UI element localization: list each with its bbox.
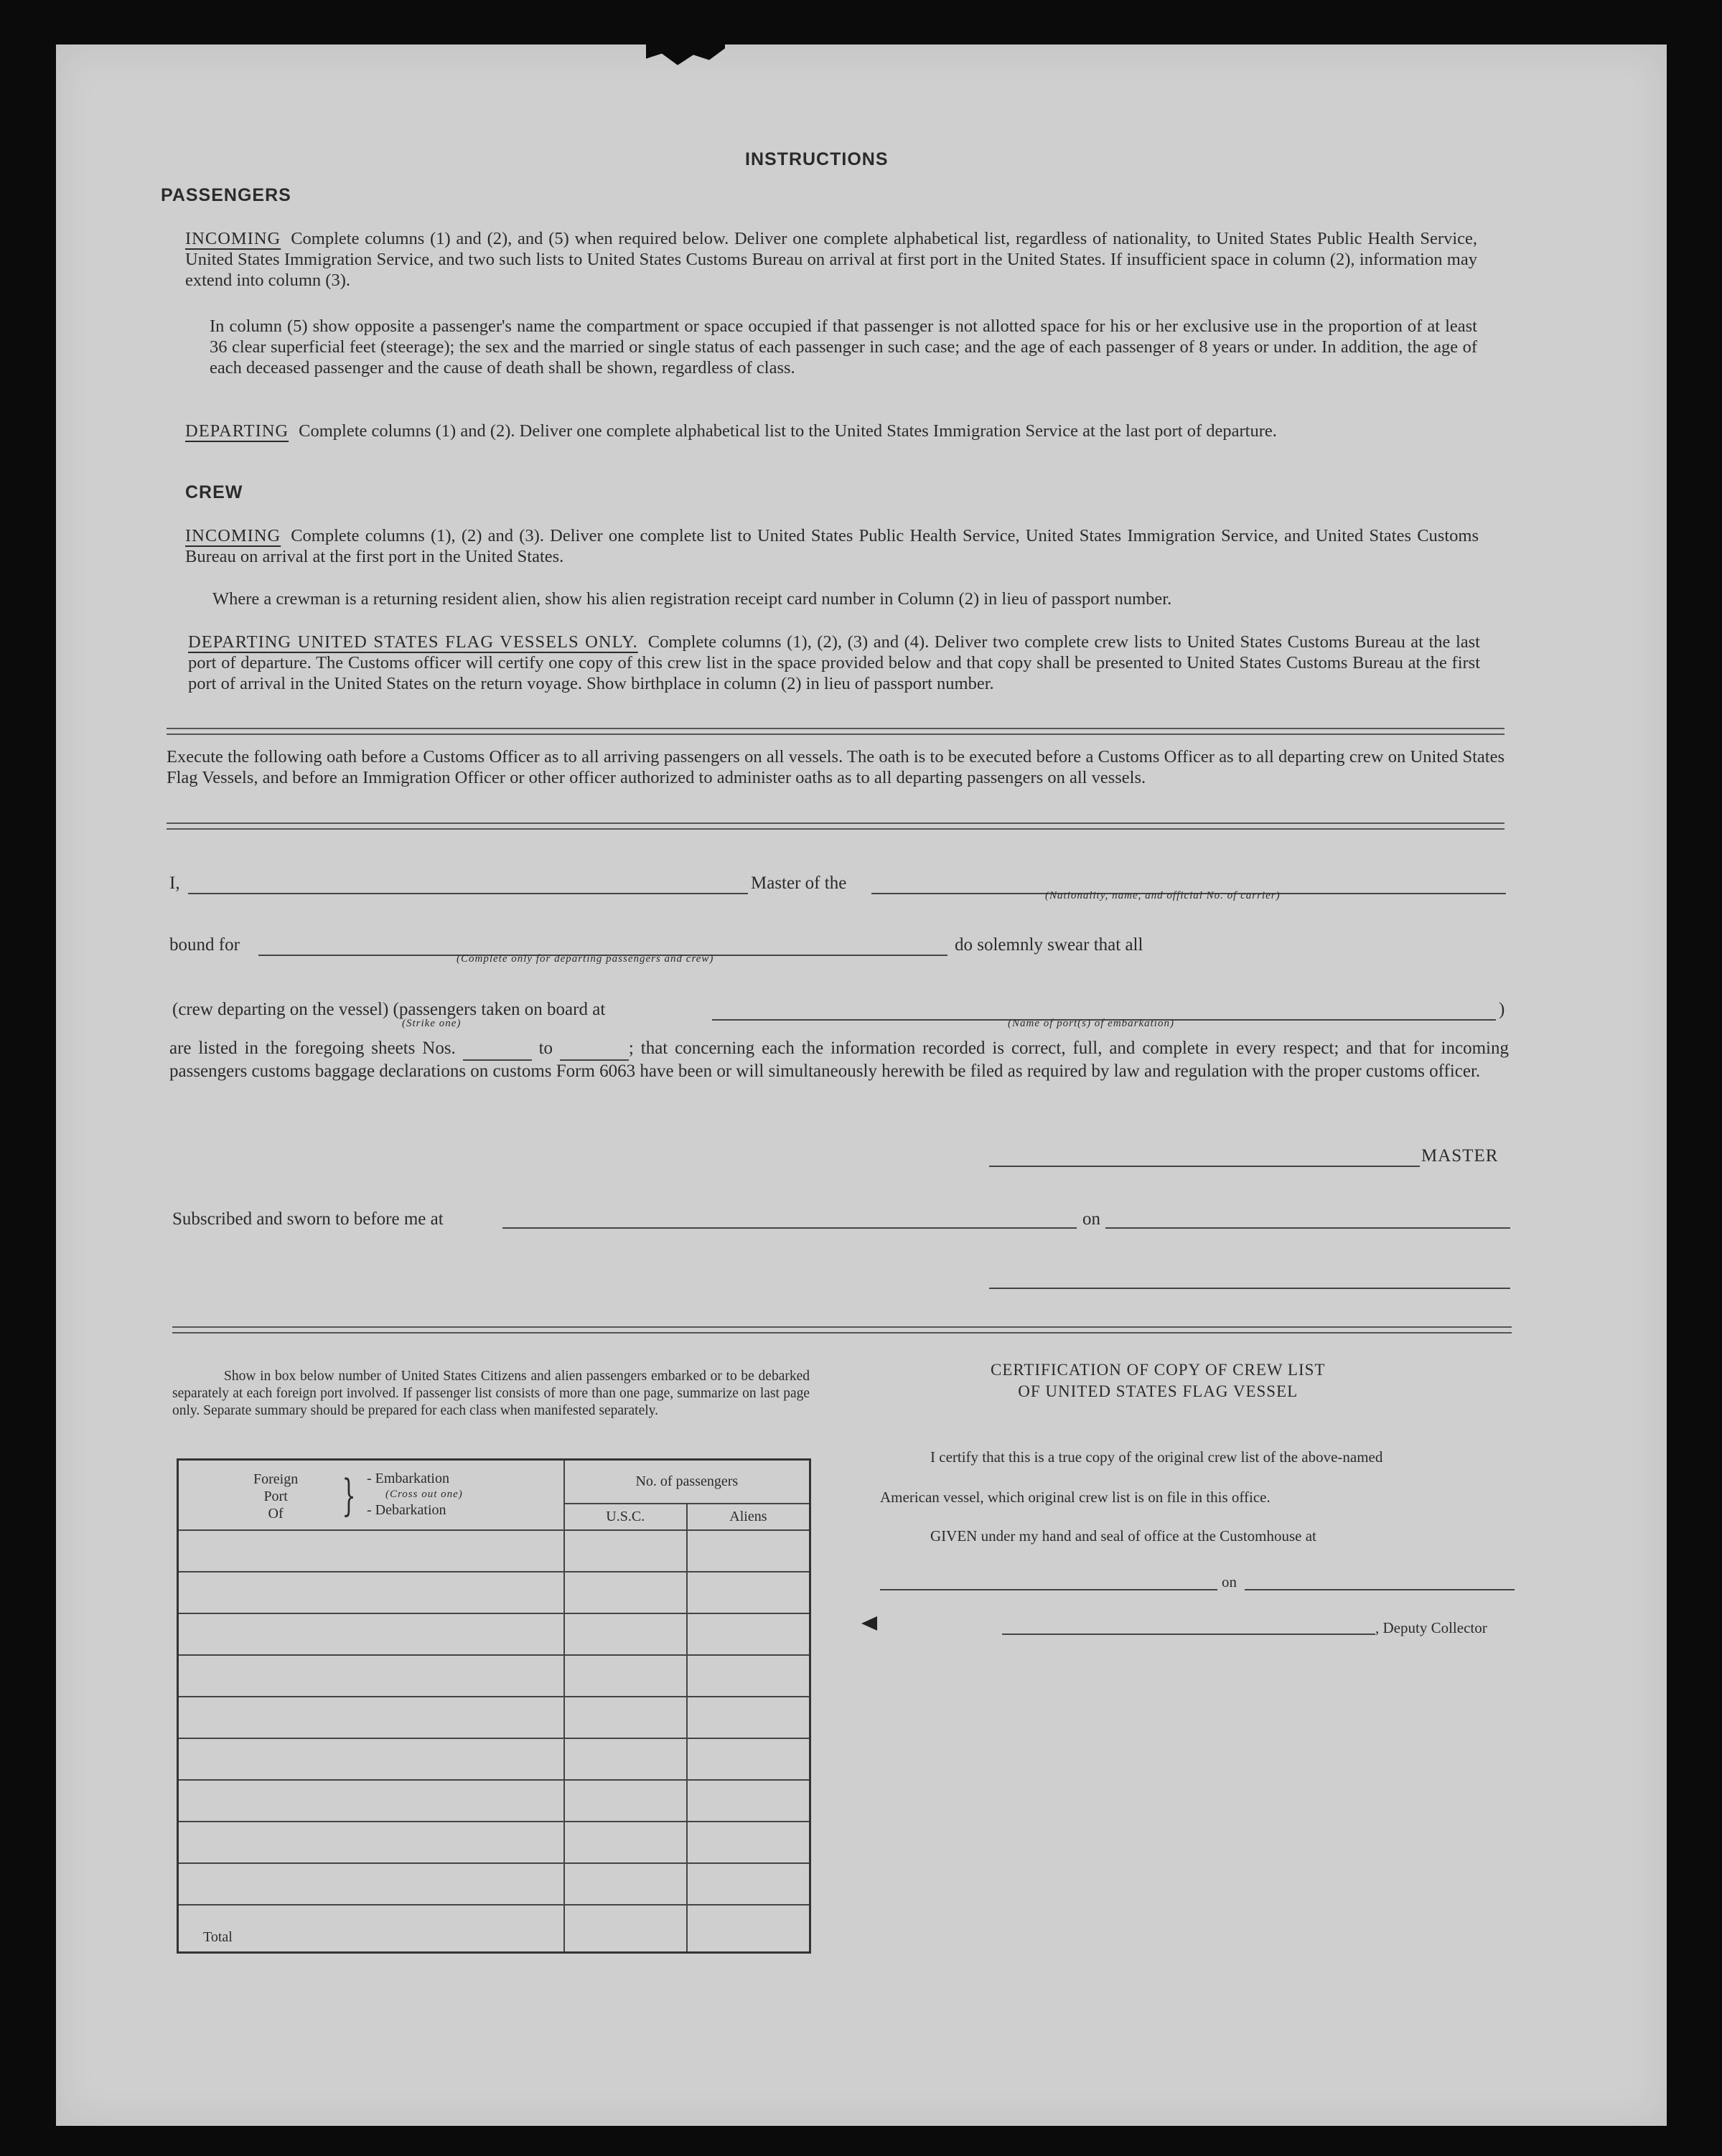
passengers-incoming-paragraph [185,228,1477,291]
strike-caption: (Strike one) [402,1018,462,1029]
aliens-total-cell[interactable] [687,1905,810,1953]
deputy-signature-field[interactable] [1002,1634,1375,1635]
aliens-cell[interactable] [687,1738,810,1780]
subscribed-label: Subscribed and sworn to before me at [172,1209,444,1229]
crew-departing-text-label: (crew departing on the vessel) [172,1000,389,1019]
total-label: Total [178,1905,564,1953]
port-cell[interactable] [178,1572,564,1613]
crew-departing-lead: DEPARTING UNITED STATES FLAG VESSELS ONLY. [188,632,638,652]
master-of-the-label: Master of the [751,873,847,893]
passengers-incoming-text: Complete columns (1) and (2), and (5) when required below. Deliver one complete alphabetical list, regardless of nationality, to United States Public Health Service, United States Immigration Service, and two such lists to United States Customs Bureau on arrival at first port in the United States. If insufficient space in column (2), information may extend into column (3). [185,229,1477,290]
aliens-cell[interactable] [687,1613,810,1655]
embark-options [367,1471,463,1518]
table-row [178,1738,810,1780]
crew-incoming-lead: INCOMING [185,526,281,545]
carrier-caption: (Nationality, name, and official No. of carrier) [1045,890,1281,901]
foreign-port-label [253,1471,298,1522]
oath-statement [169,1038,1509,1082]
usc-total-cell[interactable] [564,1905,687,1953]
listed-to-label: to [538,1039,553,1058]
table-row [178,1780,810,1822]
aliens-cell[interactable] [687,1863,810,1905]
sworn-date-field[interactable] [1105,1227,1510,1229]
usc-cell[interactable] [564,1572,687,1613]
aliens-header: Aliens [687,1504,810,1530]
passengers-heading: PASSENGERS [161,185,291,205]
certification-title [991,1359,1325,1402]
debarkation-label: - Debarkation [367,1502,446,1518]
table-row [178,1697,810,1738]
port-cell[interactable] [178,1530,564,1572]
sworn-place-field[interactable] [502,1227,1077,1229]
sworn-on-label: on [1082,1209,1100,1229]
total-row [178,1905,810,1953]
certify-date-field[interactable] [1245,1589,1515,1590]
instructions-title: INSTRUCTIONS [745,149,889,169]
oath-i-label: I, [169,873,180,893]
aliens-cell[interactable] [687,1697,810,1738]
crew-incoming-paragraph-2: Where a crewman is a returning resident alien, show his alien registration receipt card number in Column (2) in lieu of passport number. [212,589,1172,609]
customhouse-field[interactable] [880,1589,1217,1590]
certification-title-line1: CERTIFICATION OF COPY OF CREW LIST [991,1361,1326,1379]
table-row [178,1530,810,1572]
usc-cell[interactable] [564,1780,687,1822]
usc-cell[interactable] [564,1863,687,1905]
passengers-departing-text: Complete columns (1) and (2). Deliver one complete alphabetical list to the United States Immigration Service at the last port of departure. [299,421,1277,441]
aliens-cell[interactable] [687,1822,810,1863]
usc-cell[interactable] [564,1822,687,1863]
aliens-cell[interactable] [687,1655,810,1697]
crew-departing-text: Complete columns (1), (2), (3) and (4). Deliver two complete crew lists to United States Customs Bureau at the last port of departure. The Customs officer will certify one copy of this crew list in the space provided below and that copy shall be presented to United States Customs Bureau at the first port of arrival in the United States on the return voyage. Show birthplace in column (2) in lieu of passport number. [188,632,1480,693]
ports-caption: (Name of port(s) of embarkation) [1008,1018,1174,1029]
oath-instruction: Execute the following oath before a Customs Officer as to all arriving passengers on all vessels. The oath is to be executed before a Customs Officer as to all departing crew on United States Flag Vessels, and before an Immigration Officer or other officer authorized to administer oaths as to all departing passengers on all vessels. [167,747,1505,787]
certification-title-line2: OF UNITED STATES FLAG VESSEL [1018,1382,1298,1400]
master-name-field[interactable] [188,893,748,894]
port-cell[interactable] [178,1780,564,1822]
cross-out-caption: (Cross out one) [385,1489,463,1500]
port-cell[interactable] [178,1697,564,1738]
sheet-from-field[interactable] [463,1038,532,1061]
crew-departing-paragraph [188,632,1480,694]
port-cell[interactable] [178,1863,564,1905]
usc-cell[interactable] [564,1655,687,1697]
certify-line1: I certify that this is a true copy of the original crew list of the above-named [930,1448,1383,1466]
deputy-collector-label: , Deputy Collector [1375,1619,1487,1636]
passengers-departing-paragraph [185,421,1477,441]
embarkation-label: - Embarkation [367,1471,449,1486]
crew-departing-option[interactable] [172,999,605,1021]
table-row [178,1655,810,1697]
table-row [178,1572,810,1613]
passengers-incoming-paragraph-2: In column (5) show opposite a passenger's name the compartment or space occupied if that passenger is not allotted space for his or her exclusive use in the proportion of at least 36 clear superficial feet (steerage); the sex and the married or single status of each passenger in such case; and the age of each passenger of 8 years or under. In addition, the age of each deceased passenger and the cause of death shall be shown, regardless of class. [210,317,1477,378]
sheet-to-field[interactable] [560,1038,629,1061]
brace-icon: } [342,1471,356,1521]
listed-text-b: ; that concerning each the information recorded is correct, full, and complete in every respect; and that for incoming passengers customs baggage declarations on customs Form 6063 have been or will simultaneously herewith be filed as required by law and regulation with the proper customs officer. [169,1039,1509,1081]
port-cell[interactable] [178,1655,564,1697]
swear-label: do solemnly swear that all [955,935,1143,955]
crew-incoming-text: Complete columns (1), (2) and (3). Deliver one complete list to United States Public Health Service, United States Immigration Service, and United States Customs Bureau on arrival at the first port in the United States. [185,526,1479,566]
port-cell[interactable] [178,1738,564,1780]
divider-top [167,728,1505,735]
aliens-cell[interactable] [687,1572,810,1613]
table-row [178,1863,810,1905]
master-signature-field[interactable] [989,1166,1420,1167]
certify-on-label: on [1222,1573,1237,1590]
crew-incoming-paragraph [185,525,1479,567]
usc-cell[interactable] [564,1530,687,1572]
bound-for-caption: (Complete only for departing passengers and crew) [457,953,714,965]
divider-oath [167,822,1505,830]
foreign-label: Foreign [253,1471,299,1487]
foreign-port-header [178,1460,564,1531]
passenger-summary-table [177,1458,811,1954]
crew-heading: CREW [185,482,243,502]
port-cell[interactable] [178,1613,564,1655]
passengers-incoming-lead: INCOMING [185,229,281,248]
certify-line2: American vessel, which original crew list is on file in this office. [880,1489,1271,1506]
of-label: Of [268,1506,284,1522]
arrow-mark-icon [861,1616,877,1631]
divider-bottom [172,1326,1512,1334]
passengers-taken-text-label: (passengers taken on board at [393,1000,606,1019]
table-row [178,1613,810,1655]
bound-for-label: bound for [169,935,240,955]
aliens-cell[interactable] [687,1780,810,1822]
summary-instruction: Show in box below number of United States Citizens and alien passengers embarked or to be debarked separately at each foreign port involved. If passenger list consists of more than one page, summarize on last page only. Separate summary should be prepared for each class when manifested separately. [172,1369,810,1418]
master-label: MASTER [1421,1146,1499,1166]
port-label: Port [263,1489,288,1504]
no-passengers-header: No. of passengers [564,1460,810,1504]
given-line: GIVEN under my hand and seal of office at the Customhouse at [930,1527,1316,1545]
table-row [178,1822,810,1863]
passengers-departing-lead: DEPARTING [185,421,289,441]
usc-cell[interactable] [564,1613,687,1655]
usc-cell[interactable] [564,1697,687,1738]
officer-signature-field[interactable] [989,1288,1510,1289]
usc-cell[interactable] [564,1738,687,1780]
close-paren: ) [1499,1000,1505,1019]
aliens-cell[interactable] [687,1530,810,1572]
usc-header: U.S.C. [564,1504,687,1530]
listed-text-a: are listed in the foregoing sheets Nos. [169,1039,456,1058]
port-cell[interactable] [178,1822,564,1863]
